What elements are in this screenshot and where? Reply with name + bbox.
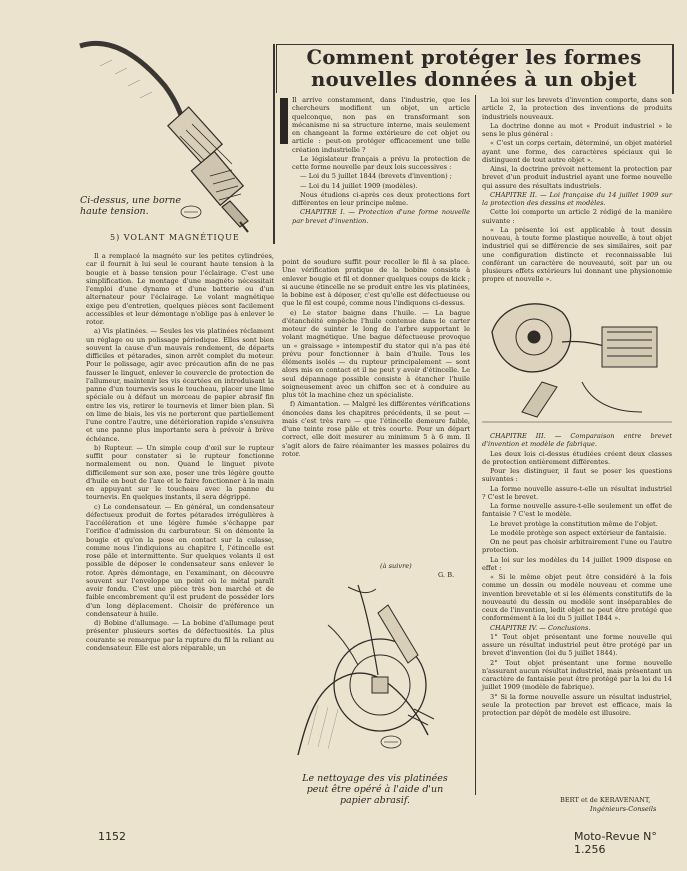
- article-headline: [276, 47, 672, 91]
- right-text-column-top: [482, 96, 672, 284]
- paragraph: Le brevet protège la constitution même de l'objet.: [490, 519, 658, 528]
- paragraph: Le modèle protège son aspect extérieur de fantaisie.: [490, 528, 667, 537]
- paragraph: Il a remplacé la magnéto sur les petites cylindrées, car il fournit à lui seul le courant haute tension à la bougie et à basse tension pour l'éclairage. C'est une simplification. Le montage d'une magnéto nécessitait l'emploi d'une dynamo et d'une batterie ou d'un alternateur pour l'éclairage. Le volant magnétique exige peu d'entretien, quelques pièces sont facilement accessibles et leur démontage n'oblige pas à enlever le rotor.: [86, 252, 274, 326]
- paragraph: Les deux lois ci-dessus étudiées créent deux classes de protection entièrement différentes.: [482, 449, 672, 466]
- paragraph: La forme nouvelle assure-t-elle seulement un effet de fantaisie ? C'est le modèle.: [482, 502, 672, 519]
- column-rule: [672, 44, 674, 94]
- paragraph: On ne peut pas choisir arbitrairement l'une ou l'autre protection.: [482, 538, 672, 555]
- paragraph: Pour les distinguer, il faut se poser les questions suivantes :: [482, 467, 672, 484]
- author-initials: G. B.: [438, 571, 455, 579]
- paragraph: a) Vis platinées. — Seules les vis platinées réclament un réglage ou un polissage périodique. Elles sont bien souvent la cause d'un mauvais rendement, de départs difficiles et pétarades, sinon arrêt complet du moteur. Pour le polissage, agir avec précaution afin de ne pas fausser le linguet, enlever le couvercle de protection de l'allumeur, maintenir les vis écartées en introduisant la panne d'un tournevis sous le toucheau, placer une lime spéciale ou à défaut un morceau de papier abrasif fin entre les vis, retirer le tournevis et limer bien plan. Si on lime de biais, les vis ne porteront que partiellement l'une contre l'autre, une détérioration rapide s'ensuivra et une panne plus importante sera à prévoir à brève échéance.: [86, 327, 274, 443]
- maker-logo: [180, 205, 202, 219]
- paragraph: Cette loi comporte un article 2 rédigé de la manière suivante :: [482, 208, 672, 225]
- paragraph: La loi sur les brevets d'invention comporte, dans son article 2, la protection des inventions de produits industriels nouveaux.: [482, 96, 672, 121]
- column-rule: [475, 95, 476, 795]
- paragraph: 3° Si la forme nouvelle assure un résultat industriel, seule la protection par brevet est efficace, mais la protection par dépôt de modèle est illusoire.: [482, 692, 672, 717]
- author-title: Ingénieurs-Conseils: [590, 805, 657, 813]
- paragraph: c) Le condensateur. — En général, un condensateur défectueux produit de fortes pétarades irrégulières à l'accélération et une légère fumée s'échappe par l'orifice d'admission du carburateur. Si on démonte la bougie et qu'on la pose en contact sur la culasse, comme nous l'indiquions au chapitre I, l'étincelle est rose pâle et intermittente. Sur quelques volants il est possible de déposer le condensateur sans enlever le rotor. Après démontage, en l'examinant, on découvre souvent sur l'enveloppe un point où le métal paraît avoir fondu. C'est une pièce très bon marché et de faible encombrement qu'il est prudent de posséder lors d'un long déplacement. Choisir de préférence un condensateur à huile.: [86, 502, 274, 618]
- paragraph: point de soudure suffit pour recoller le fil à sa place. Une vérification pratique de la bobine consiste à enlever bougie et fil et donner quelques coups de kick ; si aucune étincelle ne se produit entre les vis platinées, la bobine est à déposer, c'est qu'elle est défectueuse ou que le fil est coupé, comme nous l'indiquons ci-dessus.: [282, 258, 470, 308]
- paragraph: « Si le même objet peut être considéré à la fois comme un dessin ou modèle nouveau et comme une invention brevetable et si les éléments constitutifs de la nouveauté du dessin ou modèle sont inséparables de ceux de l'invention, ledit objet ne peut être protégé que conformément à la loi du 5 juillet 1844 ».: [482, 573, 672, 623]
- paragraph: La doctrine donne au mot « Produit industriel » le sens le plus général :: [482, 121, 672, 138]
- paragraph: e) Le stator baigne dans l'huile. — La bague d'étanchéité empêche l'huile contenue dans le carter moteur de suinter le long de l'arbre supportant le volant magnétique. Une bague défectueuse provoque un « graissage » intempestif du stator qui n'a pas été prévu pour fonctionner à bain d'huile. Tous les éléments isolés — du rupteur principalement — sont alors mis en contact et il ne peut y avoir d'étincelle. Le seul dépannage possible consiste à étancher l'huile soigneusement avec un chiffon sec et à conduire au plus tôt la machine chez un spécialiste.: [282, 308, 470, 399]
- paragraph: Ainsi, la doctrine prévoit nettement la protection par brevet d'un produit industriel ayant une forme nouvelle qui assure des résultats industriels.: [482, 165, 672, 190]
- paragraph: d) Bobine d'allumage. — La bobine d'allumage peut présenter plusieurs sortes de défectuosités. La plus courante se remarque par la rupture du fil la reliant au condensateur. Elle est alors réparable, un: [86, 619, 274, 652]
- paragraph: « La présente loi est applicable à tout dessin nouveau, à toute forme plastique nouvelle, à tout objet industriel qui se différencie de ses similaires, soit par une configuration distincte et reconnaissable lui conférant un caractère de nouveauté, soit par un ou plusieurs effets extérieurs lui donnant une physionomie propre et nouvelle ».: [482, 225, 672, 284]
- paragraph: Le législateur français a prévu la protection de cette forme nouvelle par deux lois successives :: [292, 154, 470, 171]
- chapter-heading: CHAPITRE III. — Comparaison entre brevet d'invention et modèle de fabrique.: [482, 432, 672, 449]
- paragraph: Il arrive constamment, dans l'industrie, que les chercheurs modifient un objet, un article quelconque, non pas en transformant son mécanisme ni sa structure interne, mais seulement en changeant la forme extérieure de cet objet ou article : peut-on protéger efficacement une telle création industrielle ?: [292, 96, 470, 154]
- section-heading: 5) VOLANT MAGNÉTIQUE: [110, 233, 240, 242]
- paragraph: Nous étudions ci-après ces deux protections fort différentes en leur principe même.: [292, 190, 470, 207]
- paragraph: — Loi du 14 juillet 1909 (modèles).: [300, 181, 418, 190]
- paragraph: 1° Tout objet présentant une forme nouvelle qui assure un résultat industriel peut être protégé par un brevet d'invention (loi du 5 juillet 1844).: [482, 632, 672, 658]
- paragraph: 2° Tout objet présentant une forme nouvelle n'assurant aucun résultat industriel, mais présentant un caractère de fantaisie peut être protégé par la loi du 14 juillet 1909 (modèle de fabrique).: [482, 658, 672, 692]
- paragraph: La loi sur les modèles du 14 juillet 1909 dispose en effet :: [482, 555, 672, 572]
- chapter-heading: CHAPITRE IV. — Conclusions.: [490, 623, 591, 632]
- drop-cap: [280, 98, 288, 144]
- paragraph: b) Rupteur. — Un simple coup d'œil sur le rupteur suffit pour constater si le rupteur fonctionne normalement ou non. Quand le linguet pivote difficilement sur son axe, poser une très légère goutte d'huile en bout de l'axe et le faire fonctionner à la main en appuyant sur le toucheau avec la panne du tournevis. En quelques instants, il sera dégrippé.: [86, 443, 274, 502]
- maker-logo: [380, 735, 402, 749]
- right-text-column-bottom: [482, 432, 672, 792]
- headline-line-1: Comment protéger les formes: [306, 46, 642, 69]
- motor-illustration: [482, 272, 672, 427]
- paragraph: f) Aimantation. — Malgré les différentes vérifications énoncées dans les chapitres précédents, il se peut — mais c'est très rare — que l'étincelle demeure faible, d'une teinte rose pâle et très courte. Pour un départ correct, elle doit mesurer au minimum 5 à 6 mm. Il s'agit alors de faire réaimanter les masses polaires du rotor.: [282, 400, 470, 458]
- paragraph: La forme nouvelle assure-t-elle un résultat industriel ? C'est le brevet.: [482, 484, 672, 501]
- bottom-figure-caption: Le nettoyage des vis platinées peut être opéré à l'aide d'un papier abrasif.: [302, 773, 448, 806]
- paragraph: — Loi du 5 juillet 1844 (brevets d'invention) ;: [300, 172, 452, 181]
- headline-line-2: nouvelles données à un objet: [311, 68, 637, 91]
- chapter-heading: CHAPITRE I. — Protection d'une forme nouvelle par brevet d'invention.: [292, 208, 470, 225]
- top-figure-caption: Ci-dessus, une borne haute tension.: [80, 195, 181, 217]
- chapter-heading: CHAPITRE II. — Loi française du 14 juillet 1909 sur la protection des dessins et modèles.: [482, 190, 672, 207]
- middle-text-column: [282, 258, 470, 558]
- to-be-continued: (à suivre): [380, 562, 412, 570]
- left-text-column: [86, 252, 274, 817]
- page-number: 1152: [98, 830, 126, 843]
- column-rule: [273, 44, 275, 244]
- author-signature: BERT et de KERAVENANT,: [560, 796, 651, 804]
- magazine-issue: Moto-Revue N° 1.256: [574, 830, 657, 856]
- paragraph: « C'est un corps certain, déterminé, un objet matériel ayant une forme, des caractères spéciaux qui le distinguent de tout autre objet ».: [482, 139, 672, 164]
- article-intro-column: [292, 96, 470, 248]
- points-cleaning-illustration: [288, 565, 470, 760]
